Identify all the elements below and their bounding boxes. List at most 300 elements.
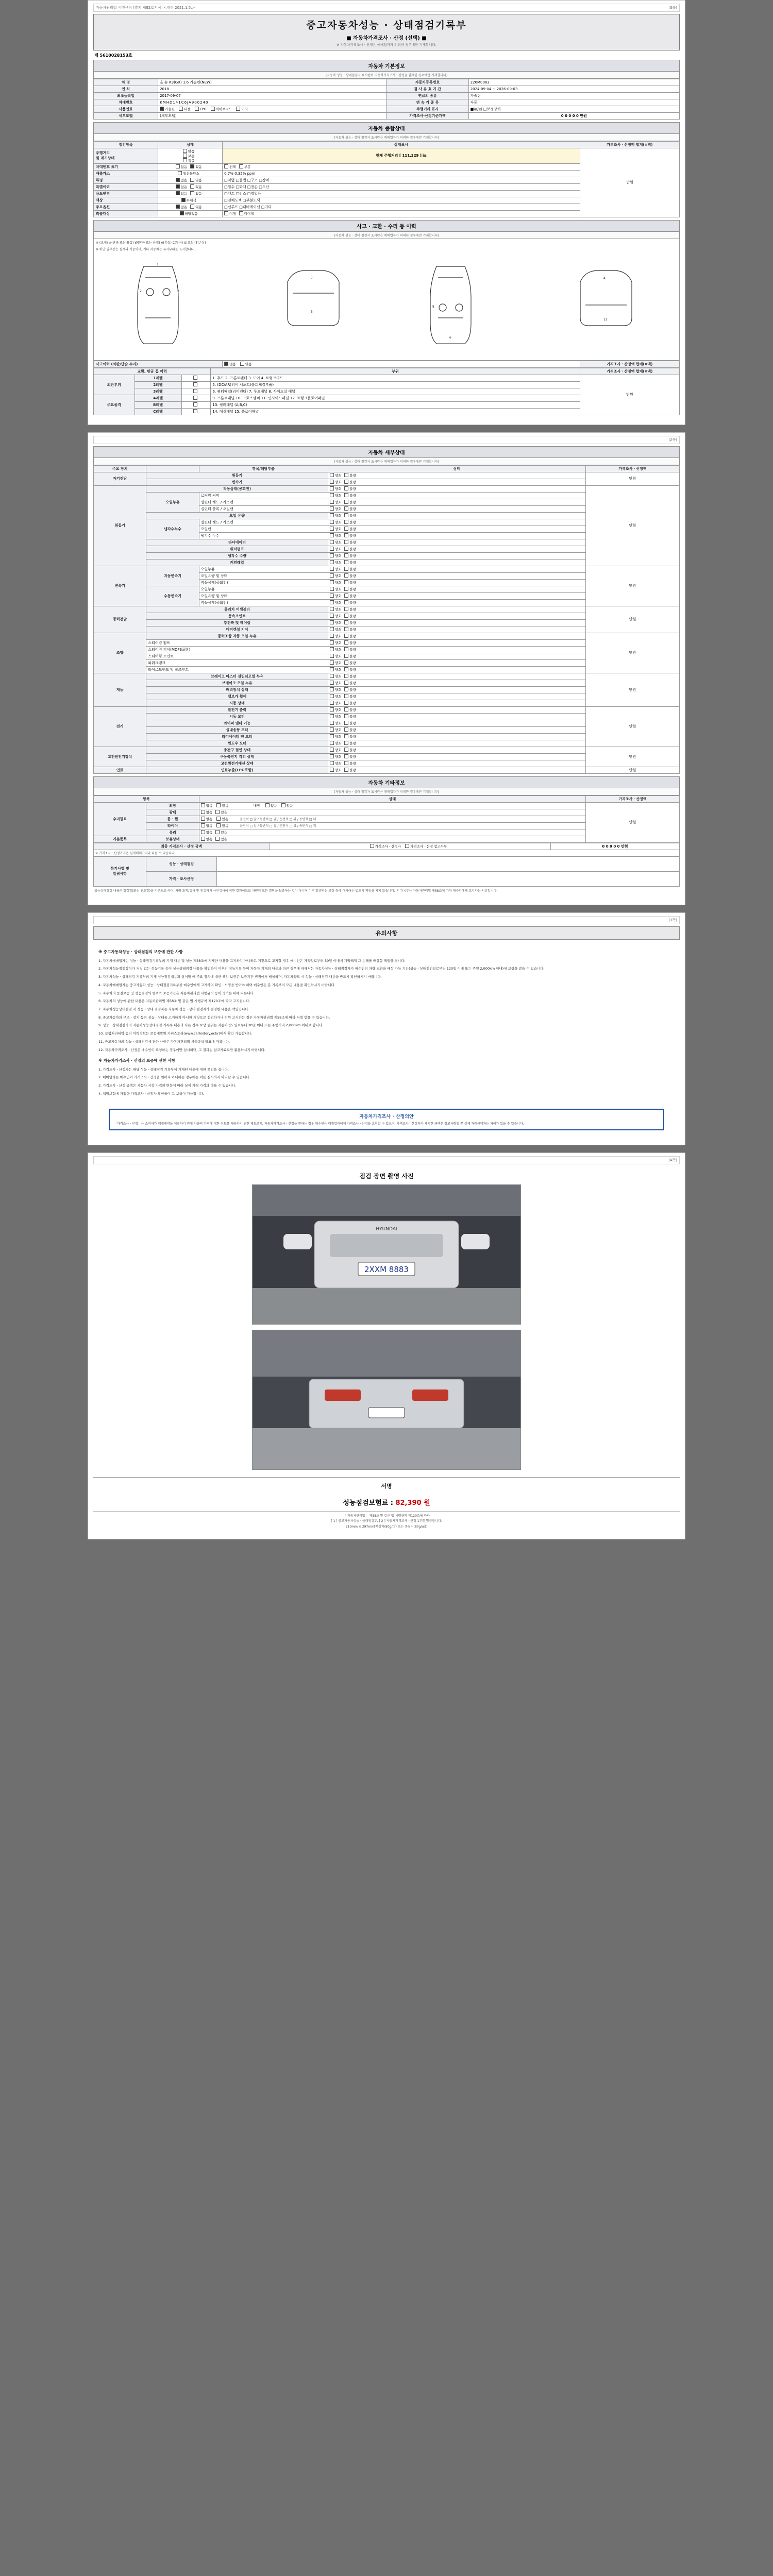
- table-header-row: [94, 465, 680, 472]
- page-mark-2: (2쪽): [668, 437, 677, 442]
- item-steering-pump: 스티어링 펌프: [146, 639, 328, 646]
- checkbox-good[interactable]: 양호: [330, 607, 342, 612]
- state-wheel: [199, 816, 585, 822]
- value-inspect: 2024-09-04 ~ 2026-09-03: [468, 86, 679, 92]
- checkbox-bad[interactable]: 불량: [344, 761, 356, 766]
- checkbox-bad[interactable]: 불량: [344, 540, 356, 545]
- checkbox-good[interactable]: 양호: [330, 681, 342, 685]
- checkbox-bad[interactable]: 불량: [344, 741, 356, 745]
- page-title: 중고자동차성능 · 상태점검기록부: [306, 20, 467, 31]
- value-final-price-checks: [270, 843, 551, 850]
- checkbox-polish-none[interactable]: 없음: [201, 810, 213, 815]
- overall-state-table: [93, 141, 680, 217]
- frame-check-b[interactable]: [181, 401, 211, 408]
- photo-front-underbody: [252, 1184, 521, 1325]
- checkbox-bad[interactable]: 불량: [344, 754, 356, 759]
- checkbox-good[interactable]: 양호: [330, 627, 342, 632]
- label-base-price: 가격조사·산정기준가액: [386, 112, 468, 119]
- tire-position-note: 운전석 □ 앞 / 동반석 □ 앞 / 운전석 □ 뒤 / 동반석 □ 뒤: [240, 824, 316, 828]
- item-radiator-fan-motor: 라디에이터 팬 모터: [146, 733, 328, 740]
- section-detail-title: 자동차 세부상태: [93, 446, 680, 458]
- checkbox-bad[interactable]: 불량: [344, 634, 356, 638]
- notice-heading-2: ※ 자동차가격조사 · 산정의 보증에 관한 사항: [98, 1058, 175, 1063]
- etc-info-table: [93, 795, 680, 843]
- item-hv-battery-isolation: 구동축전지 격리 상태: [146, 753, 328, 760]
- checkbox-good[interactable]: 양호: [330, 473, 342, 478]
- row-sub-emission: [158, 170, 223, 177]
- value-color: □전체도색 □부분도색: [223, 197, 580, 204]
- notice-item: 5. 자동차의 품질보증 및 성능점검의 범위와 보증기간은 자동차관리법 시행규칙 등이 정하는 바에 따릅니다.: [98, 991, 255, 995]
- page-mark-3: (3쪽): [668, 918, 677, 923]
- checkbox-bad[interactable]: 불량: [344, 627, 356, 632]
- table-header-row: [94, 141, 680, 148]
- table-row: [94, 566, 680, 572]
- section-basic-info-title: 자동차 기본정보: [93, 60, 680, 72]
- state-charge-port: [328, 747, 585, 753]
- final-price-table: [93, 843, 680, 856]
- price-powertrain: 만원: [586, 606, 680, 633]
- checkbox-good[interactable]: 양호: [330, 520, 342, 524]
- state-differential: [328, 626, 585, 633]
- checkbox-bad[interactable]: 불량: [344, 620, 356, 625]
- car-damage-diagram: [93, 239, 680, 361]
- checkbox-good[interactable]: 양호: [330, 674, 342, 679]
- checkbox-accident-none[interactable]: 없음: [224, 362, 236, 366]
- notice-item: 4. 자동차매매업자는 중고자동차 성능ㆍ상태점검기록부를 매수인에게 고지하여 확인ㆍ서명을 받아야 하며 매수인은 본 기록부의 모든 내용을 확인하시기 바랍니다.: [98, 982, 335, 987]
- checkbox-good[interactable]: 양호: [330, 513, 342, 518]
- item-water-pump: 워터펌프: [146, 546, 328, 552]
- checkbox-bad[interactable]: 불량: [344, 721, 356, 725]
- value-vin-mark: [223, 163, 580, 170]
- table-row: [94, 79, 680, 86]
- checkbox-good[interactable]: 양호: [330, 567, 342, 571]
- item-basic-hold: 보유상태: [146, 836, 199, 842]
- checkbox-co[interactable]: 일산화탄소: [178, 171, 199, 176]
- checkbox-bad[interactable]: 불량: [344, 506, 356, 511]
- frame-level-c: C레벨: [135, 408, 181, 415]
- checkbox-good[interactable]: 양호: [330, 547, 342, 551]
- group-fuel: 연료: [94, 767, 146, 773]
- label-remarks-price: 가격 · 조사산정: [146, 871, 216, 886]
- state-booster: [328, 686, 585, 693]
- item-engine-idle: 작동상태(공회전): [146, 485, 328, 492]
- state-mt-operation: [328, 599, 585, 606]
- checkbox-recall-none[interactable]: 해당없음: [180, 211, 198, 216]
- checkbox-bad[interactable]: 불량: [344, 553, 356, 558]
- state-clutch: [328, 606, 585, 613]
- checkbox-bad[interactable]: 불량: [344, 714, 356, 719]
- checkbox-good[interactable]: 양호: [330, 620, 342, 625]
- checkbox-good[interactable]: 양호: [330, 480, 342, 484]
- frame-level-2: 2레벨: [135, 381, 181, 388]
- checkbox-good[interactable]: 양호: [330, 721, 342, 725]
- checkbox-exterior-yes[interactable]: 있음: [216, 803, 228, 808]
- diagram-legend-line1: ※ (교체) ×(판금 또는 용접) W(판금 또는 용접) A(흠집) C(부식) U(요철) T(손상): [96, 241, 206, 245]
- section-basic-info-note: (자동차 성능ㆍ상태점검자 표시란이 자동차가격조사ㆍ산정을 함께한 경우에만 기재합니다): [93, 72, 680, 79]
- checkbox-bad[interactable]: 불량: [344, 681, 356, 685]
- section-accident-note: (자동차 성능ㆍ상태 점검자 표시란은 매매업자가 의뢰한 경우에만 기재합니다): [93, 232, 680, 239]
- checkbox-bad[interactable]: 불량: [344, 607, 356, 612]
- checkbox-vin-full[interactable]: 전체: [224, 164, 236, 169]
- basic-info-table: [93, 79, 680, 120]
- state-at-operation: [328, 579, 585, 586]
- checkbox-good[interactable]: 양호: [330, 761, 342, 766]
- checkbox-good[interactable]: 양호: [330, 654, 342, 658]
- checkbox-bad[interactable]: 불량: [344, 493, 356, 498]
- notice-item: 6. 자동차의 성능에 관한 내용은 자동차관리법 제58조 및 같은 법 시행규칙 제120조에 따라 고지됩니다.: [98, 999, 250, 1004]
- notice-item: 11. 중고자동차의 성능ㆍ상태점검에 관한 사항은 자동차관리법 시행규칙 별표에 따릅니다.: [98, 1039, 230, 1044]
- checkbox-bad[interactable]: 불량: [344, 727, 356, 732]
- checkbox-bad[interactable]: 불량: [344, 660, 356, 665]
- row-label-special-history: 특별이력: [94, 183, 158, 190]
- state-tire: [199, 822, 585, 829]
- label-year: 연 식: [94, 86, 158, 92]
- table-row: [94, 99, 680, 106]
- notice-item: 7. 자동차성능상태점검 시 성능ㆍ상태 점검자는 자동차 성능ㆍ상태 점검자가 점검한 내용을 책임집니다.: [98, 1007, 249, 1012]
- state-mt-oil-level: [328, 592, 585, 599]
- section-detail-note: (자동차 성능ㆍ상태 점검자 표시란은 매매업자가 의뢰한 경우에만 기재합니다): [93, 458, 680, 465]
- checkbox-price-reference[interactable]: 가격조사ㆍ산정 참고사항: [405, 844, 447, 849]
- state-start-state: [328, 700, 585, 706]
- checkbox-interior-yes[interactable]: 있음: [281, 803, 293, 808]
- checkbox-bad[interactable]: 불량: [344, 667, 356, 672]
- group-basic-items: 기본품목: [94, 836, 146, 842]
- item-mt-operation: 작동상태(공회전): [199, 599, 328, 606]
- checkbox-good[interactable]: 양호: [330, 741, 342, 745]
- item-cv-joint: 등속조인트: [146, 613, 328, 619]
- checkbox-fuel-diesel[interactable]: 디젤: [179, 107, 191, 111]
- frame-history-detail-head: 부위: [211, 368, 580, 375]
- checkbox-tire-none[interactable]: 없음: [201, 823, 213, 828]
- col-etc-price: 가격조사ㆍ산정액: [586, 795, 680, 802]
- checkbox-good[interactable]: 양호: [330, 580, 342, 585]
- value-year: 2018: [158, 86, 386, 92]
- checkbox-recall-undone[interactable]: 미이행: [239, 211, 254, 216]
- item-clutch: 클러치 어셈블리: [146, 606, 328, 613]
- checkbox-bad[interactable]: 불량: [344, 734, 356, 739]
- value-detail-model: (세부모델): [158, 112, 386, 119]
- checkbox-bad[interactable]: 불량: [344, 614, 356, 618]
- checkbox-bad[interactable]: 불량: [344, 547, 356, 551]
- value-remarks-performance[interactable]: [216, 856, 679, 871]
- checkbox-good[interactable]: 양호: [330, 634, 342, 638]
- notice-title: 유의사항: [93, 926, 680, 940]
- checkbox-good[interactable]: 양호: [330, 573, 342, 578]
- item-cylinder-block: 실린더 블록 / 오일팬: [199, 505, 328, 512]
- checkbox-interior-none[interactable]: 없음: [265, 803, 277, 808]
- item-start-state: 시동 상태: [146, 700, 328, 706]
- checkbox-odo-normal[interactable]: 보통: [183, 154, 195, 158]
- table-row: [94, 485, 680, 492]
- checkbox-basic-none[interactable]: 없음: [201, 837, 213, 841]
- checkbox-good[interactable]: 양호: [330, 694, 342, 699]
- value-remarks-price[interactable]: [216, 871, 679, 886]
- label-final-price: 최종 가격조사 · 산정 금액: [94, 843, 270, 850]
- frame-detail-2: 5. (DC/AR)리어 서포트(볼트체결부품): [211, 381, 580, 388]
- state-power-crank: [328, 659, 585, 666]
- checkbox-fuel-lpg[interactable]: LPG: [195, 107, 207, 111]
- checkbox-good[interactable]: 양호: [330, 560, 342, 565]
- checkbox-accident-yes[interactable]: 있음: [240, 362, 252, 366]
- label-detail-model: 세부모델: [94, 112, 158, 119]
- checkbox-good[interactable]: 양호: [330, 734, 342, 739]
- checkbox-bad[interactable]: 불량: [344, 674, 356, 679]
- checkbox-bad[interactable]: 불량: [344, 600, 356, 605]
- notice-item: 1. 자동차매매업자는 성능ㆍ상태점검기록부의 기재 내용 및 성능 제38조에 기재한 내용을 고지하지 아니하고 거짓으로 고지할 경우 매수인은 계약일로부터 30일 이내에 계약해제 그 손해를 배상할 책임을 집니다.: [98, 958, 406, 963]
- value-plate: 226M0003: [468, 79, 679, 86]
- document-subtitle-note: ※ 자동차가격조사ㆍ산정은 매매업자가 의뢰한 경우에만 기재합니다.: [337, 43, 436, 47]
- col-price: 가격조사ㆍ산정액 합계(×액): [580, 141, 679, 148]
- checkbox-price-surveyor[interactable]: 가격조사ㆍ산정자: [370, 844, 401, 849]
- checkbox-good[interactable]: 양호: [330, 647, 342, 652]
- item-blower-motor: 실내송풍 모터: [146, 726, 328, 733]
- checkbox-bad[interactable]: 불량: [344, 473, 356, 478]
- state-engine-diag: [328, 472, 585, 479]
- inspection-fee: [93, 1494, 680, 1508]
- checkbox-bad[interactable]: 불량: [344, 707, 356, 712]
- checkbox-glass-none[interactable]: 없음: [201, 830, 213, 835]
- frame-detail-b: 13. 필러패널 (A,B,C): [211, 401, 580, 408]
- checkbox-basic-yes[interactable]: 있음: [215, 837, 227, 841]
- checkbox-good[interactable]: 양호: [330, 701, 342, 705]
- checkbox-good[interactable]: 양호: [330, 754, 342, 759]
- item-exterior: 외장: [146, 802, 199, 809]
- svg-text:2XXM 8883: 2XXM 8883: [364, 1265, 409, 1275]
- checkbox-special-yes[interactable]: 있음: [190, 184, 202, 189]
- notice-item-2: 2. 매매업자는 매수인이 가격조사ㆍ산정을 원하지 아니하는 경우에는 이를 실시하지 아니할 수 있습니다.: [98, 1075, 250, 1080]
- label-fuel-type: 연료의 종류: [386, 92, 468, 99]
- checkbox-color-mono[interactable]: 무채색: [181, 198, 196, 202]
- document-title-box: [93, 14, 680, 50]
- checkbox-bad[interactable]: 불량: [344, 587, 356, 591]
- checkbox-good[interactable]: 양호: [330, 553, 342, 558]
- item-tie-rod: 타이로드엔드 및 볼조인트: [146, 666, 328, 673]
- sheet-page-1: [88, 0, 685, 425]
- checkbox-bad[interactable]: 불량: [344, 573, 356, 578]
- checkbox-vin-none[interactable]: 없음: [176, 164, 188, 169]
- checkbox-good[interactable]: 양호: [330, 527, 342, 531]
- checkbox-good[interactable]: 양호: [330, 540, 342, 545]
- frame-detail-3: 6. 쿼터패널(리어펜더) 7. 루프패널 8. 사이드실 패널: [211, 388, 580, 395]
- item-mt-oil-leak: 오일누유: [199, 586, 328, 592]
- document-subtitle: ■ 자동차가격조사 · 산정 (선택) ■: [346, 36, 427, 41]
- item-cylinder-head: 실린더 헤드 / 가스켓: [199, 499, 328, 505]
- page-mark-row-4: [93, 1156, 680, 1164]
- checkbox-bad[interactable]: 불량: [344, 647, 356, 652]
- checkbox-recall-done[interactable]: 이행: [224, 211, 236, 216]
- value-usage-change: □렌트 □리스 □영업용: [223, 190, 580, 197]
- table-row: [94, 472, 680, 479]
- checkbox-option-yes[interactable]: 있음: [190, 205, 202, 209]
- checkbox-bad[interactable]: 불량: [344, 486, 356, 491]
- row-sub-usage: [158, 190, 223, 197]
- state-valve: [328, 693, 585, 700]
- group-steering: 조향: [94, 633, 146, 673]
- item-steering-gear: 스티어링 기어(MDPS포함): [146, 646, 328, 653]
- checkbox-good[interactable]: 양호: [330, 506, 342, 511]
- frame-detail-c: 14. 대쉬패널 15. 플로어패널: [211, 408, 580, 415]
- frame-check-c[interactable]: [181, 408, 211, 415]
- row-label-odometer: 주행거리 및 계기상태: [94, 148, 158, 163]
- fee-label: 성능점검보험료 :: [343, 1499, 393, 1507]
- col-etc-state: 상태: [199, 795, 585, 802]
- checkbox-good[interactable]: 양호: [330, 714, 342, 719]
- state-tie-rod: [328, 666, 585, 673]
- checkbox-good[interactable]: 양호: [330, 600, 342, 605]
- remarks-table: [93, 856, 680, 887]
- checkbox-wheel-yes[interactable]: 있음: [216, 817, 228, 821]
- checkbox-tuning-none[interactable]: 없음: [176, 178, 188, 182]
- checkbox-bad[interactable]: 불량: [344, 513, 356, 518]
- row-sub-odometer: [158, 148, 223, 163]
- label-remarks: 특기사항 및 알림사항: [94, 856, 146, 886]
- state-propeller-shaft: [328, 619, 585, 626]
- checkbox-bad[interactable]: 불량: [344, 687, 356, 692]
- checkbox-bad[interactable]: 불량: [344, 520, 356, 524]
- row-sub-color: [158, 197, 223, 204]
- checkbox-good[interactable]: 양호: [330, 640, 342, 645]
- group-powertrain: 동력전달: [94, 606, 146, 633]
- item-power-steering-leak: 동력조향 작동 오일 누유: [146, 633, 328, 639]
- checkbox-good[interactable]: 양호: [330, 587, 342, 591]
- col-item: 점검항목: [94, 141, 158, 148]
- checkbox-bad[interactable]: 불량: [344, 533, 356, 538]
- checkbox-bad[interactable]: 불량: [344, 500, 356, 504]
- disclaimer-text: 성능상태점검 내용은 점검일(또는 인도일)을 기준으로 하며, 차량 도착/검사 및 점검자의 육안검사에 의한 결과이므로 차량의 모든 결함을 보증하는 것이 아니며 이후 발생되는 고장 등에 대하여는 별도의 책임을 지지 않습니다. 본 기록부는 자동차관리법 제58조에 따라 매수인에게 고지하는 서류입니다.: [94, 889, 498, 893]
- notice-item: 3. 자동차성능ㆍ상태점검 기록부의 기재 성능점검내용과 상이할 때 주요 장치에 대한 책임 보증은 보증기간 범위에서 배상하며, 자동차양도 시 성능ㆍ상태점검 내용을 반드시 확인하시기 바랍니다.: [98, 975, 382, 979]
- inspection-photos: [93, 1184, 680, 1470]
- value-vin: KMHD141C6JA900240: [158, 99, 386, 106]
- form-reference-line: [93, 4, 680, 12]
- checkbox-good[interactable]: 양호: [330, 614, 342, 618]
- checkbox-odo-few[interactable]: 적음: [183, 158, 195, 163]
- item-tire: 타이어: [146, 822, 199, 829]
- frame-check-2[interactable]: [181, 381, 211, 388]
- state-glass: [199, 829, 585, 836]
- checkbox-exterior-none[interactable]: 없음: [201, 803, 213, 808]
- checkbox-odo-many[interactable]: 많음: [183, 149, 195, 154]
- item-oil-pan: 오일팬: [199, 526, 328, 532]
- checkbox-usage-none[interactable]: 없음: [176, 191, 188, 196]
- checkbox-option-none[interactable]: 없음: [176, 205, 188, 209]
- svg-text:3: 3: [177, 290, 179, 294]
- item-brake-oil-leak: 브레이크 오일 누유: [146, 680, 328, 686]
- checkbox-bad[interactable]: 불량: [344, 748, 356, 752]
- price-fuel: 만원: [586, 767, 680, 773]
- checkbox-fuel-gasoline[interactable]: 가솔린: [160, 107, 175, 111]
- signature-label: 서명: [93, 1477, 680, 1494]
- checkbox-tire-yes[interactable]: 있음: [216, 823, 228, 828]
- frame-history-title: 교환, 판금 등 이력: [94, 368, 211, 375]
- document-number: 제 5610028153호: [94, 53, 132, 58]
- label-transmission: 변 속 기 종 류: [386, 99, 468, 106]
- checkbox-good[interactable]: 양호: [330, 748, 342, 752]
- state-common-rail: [328, 559, 585, 566]
- checkbox-fuel-hybrid[interactable]: 하이브리드: [211, 107, 232, 111]
- value-fuel: [158, 106, 386, 112]
- checkbox-bad[interactable]: 불량: [344, 640, 356, 645]
- table-row: [94, 843, 680, 850]
- state-polish: [199, 809, 585, 816]
- state-coolant-leak: [328, 532, 585, 539]
- checkbox-special-none[interactable]: 없음: [176, 184, 188, 189]
- checkbox-good[interactable]: 양호: [330, 727, 342, 732]
- checkbox-fuel-etc[interactable]: 기타: [236, 107, 248, 111]
- table-row: [94, 361, 680, 367]
- checkbox-good[interactable]: 양호: [330, 660, 342, 665]
- frame-check-1[interactable]: [181, 375, 211, 381]
- state-at-oil-level: [328, 572, 585, 579]
- checkbox-bad[interactable]: 불량: [344, 567, 356, 571]
- checkbox-bad[interactable]: 불량: [344, 560, 356, 565]
- diagram-legend-line2: ※ 하단 일부분은 실제의 기준이며, 기타 자동차는 유사부위를 표시합니다.: [96, 247, 195, 251]
- checkbox-good[interactable]: 양호: [330, 486, 342, 491]
- checkbox-bad[interactable]: 불량: [344, 527, 356, 531]
- checkbox-bad[interactable]: 불량: [344, 480, 356, 484]
- checkbox-good[interactable]: 양호: [330, 667, 342, 672]
- frame-check-a[interactable]: [181, 395, 211, 401]
- table-row: [94, 375, 680, 381]
- checkbox-vin-part[interactable]: 부분: [239, 164, 251, 169]
- frame-level-1: 1레벨: [135, 375, 181, 381]
- state-alternator: [328, 706, 585, 713]
- checkbox-bad[interactable]: 불량: [344, 694, 356, 699]
- svg-text:7: 7: [311, 277, 313, 281]
- car-view-rear: [567, 256, 645, 344]
- checkbox-tuning-yes[interactable]: 있음: [190, 178, 202, 182]
- label-accident-history: 사고이력 (외판/단순 수리): [94, 361, 223, 367]
- notice-item: 8. 중고자동차의 구조ㆍ장치 등의 성능ㆍ상태를 고지하지 아니한 거짓으로 점검하거나 허위 고지하는 경우 자동차관리법 제58조에 따라 처벌 받을 수 있습니다.: [98, 1015, 330, 1020]
- checkbox-glass-yes[interactable]: 있음: [215, 830, 227, 835]
- frame-history-price-head: 가격조사ㆍ산정액 합계(×액): [580, 368, 679, 375]
- checkbox-vin-yes[interactable]: 있음: [190, 164, 202, 169]
- sub-coolant-leak: 냉각수누수: [146, 519, 199, 539]
- value-main-option: □선루프 □내비게이션 □기타: [223, 204, 580, 210]
- notice-item: 9. 성능ㆍ상태점검자의 자동차성능상태점검 기록부 내용과 다른 경우 보상 범위는 자동차인도일로부터 30일 이내 또는 주행거리 2,000km 이내로 합니다.: [98, 1023, 324, 1028]
- checkbox-good[interactable]: 양호: [330, 533, 342, 538]
- value-odometer-display: ■㎞/㎢ □보정장치: [468, 106, 679, 112]
- price-hv-electric: 만원: [586, 747, 680, 767]
- checkbox-good[interactable]: 양호: [330, 687, 342, 692]
- checkbox-bad[interactable]: 불량: [344, 768, 356, 772]
- checkbox-good[interactable]: 양호: [330, 707, 342, 712]
- sheet-page-2: [88, 432, 685, 906]
- table-row: [94, 747, 680, 753]
- checkbox-bad[interactable]: 불량: [344, 594, 356, 598]
- checkbox-bad[interactable]: 불량: [344, 701, 356, 705]
- checkbox-usage-yes[interactable]: 있음: [190, 191, 202, 196]
- checkbox-polish-yes[interactable]: 있음: [215, 810, 227, 815]
- wheel-position-note: 운전석 □ 앞 / 동반석 □ 앞 / 운전석 □ 뒤 / 동반석 □ 뒤: [240, 818, 316, 822]
- checkbox-wheel-none[interactable]: 없음: [201, 817, 213, 821]
- table-row: [94, 871, 680, 886]
- checkbox-bad[interactable]: 불량: [344, 580, 356, 585]
- checkbox-good[interactable]: 양호: [330, 594, 342, 598]
- col-price-detail: 가격조사ㆍ산정액: [586, 465, 680, 472]
- checkbox-good[interactable]: 양호: [330, 493, 342, 498]
- frame-check-3[interactable]: [181, 388, 211, 395]
- fee-value: 82,390 원: [395, 1499, 430, 1507]
- row-label-tuning: 튜닝: [94, 177, 158, 183]
- checkbox-bad[interactable]: 불량: [344, 654, 356, 658]
- row-label-usage-change: 용도변경: [94, 190, 158, 197]
- row-label-emission: 배출가스: [94, 170, 158, 177]
- checkbox-good[interactable]: 양호: [330, 768, 342, 772]
- state-water-pump: [328, 546, 585, 552]
- price-engine: 만원: [586, 485, 680, 566]
- frame-group-main: 주요골격: [94, 395, 135, 415]
- checkbox-good[interactable]: 양호: [330, 500, 342, 504]
